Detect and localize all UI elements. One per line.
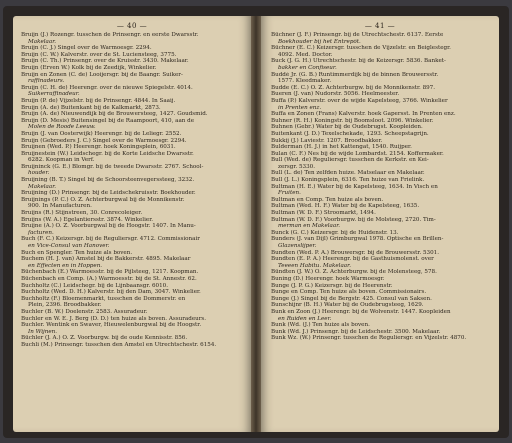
directory-entry-line: 4092. Med. Doctor.	[278, 51, 333, 58]
directory-entries	[21, 32, 246, 349]
directory-entry-line: facturen.	[28, 229, 54, 236]
directory-entry-line: Bunge (J. P. G.) Keizersgr. bij de Heerenstr.	[271, 282, 393, 289]
directory-entry-line: Buchholtz (C.) Leidschegr. bij de Lijnbaansgr. 6010.	[21, 282, 169, 289]
directory-entry-line: Büchenbach en Comp. (A.) Warmoesstr. bij de St. Annestr. 62.	[21, 275, 197, 282]
book-spread	[3, 6, 509, 438]
directory-entry-line: Bruijning (B. T.) Singel bij de Schoorsteenvegerssteeg, 3232.	[21, 177, 195, 184]
directory-entry-line: 900. In Manufacturen.	[28, 203, 92, 210]
directory-entry-line: Bruijn (C. Th.) Prinsengr. over de Kruisstr. 3430. Makelaar.	[21, 58, 189, 65]
directory-entry-line: Bruijne (A.) O. Z. Voorburgwal bij de Hoogstr. 1407. In Manu-	[21, 223, 196, 230]
directory-entry-line: Molen de Roode Leeuw.	[28, 124, 96, 131]
directory-entry-line: bakker en Confiseur.	[278, 64, 337, 71]
directory-entry-line: Büchler (J. A.) O. Z. Voorburgw. bij de oude Kennisstr. 856.	[21, 335, 188, 342]
directory-entry-line: Bundten (E. P. A.) Heerengr. bij de Gasthuismolenst. over	[271, 256, 434, 263]
directory-entry-line: Bunschijnr (B. H.) Water bij de Oudebrugsteeg, 1629.	[271, 302, 424, 309]
directory-entry-line: Bruijns (W. A.) Egelantiersstr. 3874. Winkelier.	[21, 216, 154, 223]
directory-entry-line: Bruijn (Gebroeders J. C.) Singel over de Warmoesgr. 2294.	[21, 137, 187, 144]
directory-entry-line: raffinadeurs.	[28, 78, 65, 85]
directory-entry-line: Bulan (C. F.) Nes bij de wijde Lombardst. 2154. Koffermaker.	[271, 150, 444, 157]
directory-entry-line: Buitenkant (J. D.) Texelschekade, 1293. Scheepstagrijn.	[271, 130, 429, 137]
directory-entry-line: Suikerraffinadeur.	[28, 91, 80, 98]
directory-entry-line: en Vice-Consul van Hanover.	[28, 243, 110, 249]
directory-entry-line: Bull (L. de) Ten zelfden huize. Matselaar en Makelaar.	[271, 170, 425, 177]
directory-entry-line: Bull (Wed. de) Reguliersgr. tusschen de Kerkstr. en Kei-	[271, 157, 429, 164]
directory-entry-line: Bruijninck (G. E.) Blomgr. bij de tweede Dwarsstr. 2767. School-	[21, 163, 204, 170]
directory-entry-line: Bukkij (J.) Laviestr. 1207. Broodbakker.	[271, 137, 383, 144]
directory-entry-line: In Wijnen.	[28, 328, 58, 335]
directory-entry-line: in Prenten enz.	[278, 104, 322, 111]
directory-entry-line: Buck (J. G. H.) Utrechtschestr. bij de Keizersgr. 5836. Banket-	[271, 58, 446, 65]
directory-entry-line: Buffa (P.) Kalverstr. over de wijde Kapelsteeg, 3766. Winkelier	[271, 97, 448, 104]
directory-entry-line: Bruijn (C. J.) Singel over de Warmoesgr. 2294.	[21, 45, 152, 52]
right-page	[261, 16, 499, 432]
directory-entry-line: Bultman (H. E.) Water bij de Kapelsteeg, 1634. In Visch en	[271, 183, 438, 190]
directory-entry-line: en Effecten en in Hoppen.	[28, 262, 103, 269]
directory-entry-line: Bull (J. L.) Koningsplein, 6316. Ten huize van Frielink.	[271, 177, 425, 184]
directory-entry-line: Buchler (B. W.) Doelenstr. 2583. Assuradeur.	[21, 308, 148, 315]
directory-entry-line: Büchenbach (E.) Warmoesstr. bij de Pijlsteeg, 1217. Koopman.	[21, 269, 199, 276]
directory-entry-line: Bunge (J.) Singel bij de Bergstr. 425. Consul van Saksen.	[271, 295, 432, 302]
directory-entry-line: Bultman (W. D. F.) Stroomarkt, 1494.	[271, 210, 376, 217]
directory-entry-line: 1577. Kleedmaker.	[278, 78, 332, 85]
directory-entry-line: Bundten (Wed. P. A.) Brouwersgr. bij de Brouwersstr. 5301.	[271, 249, 440, 256]
directory-entry-line: Bunders (J. van Dijl) Grimburgwal 1978. Optische en Brillen-	[271, 236, 444, 243]
directory-entry-line: Fruiten.	[278, 190, 301, 197]
directory-entry-line: Bruijnen (Wed. P.) Heerengr. hoek Koningsplein, 6031.	[21, 144, 176, 151]
directory-entry-line: Bruijning (D.) Prinsengr. bij de Leidschekruisstr. Boekhouder.	[21, 190, 196, 197]
directory-entry-line: Buning (D.) Heerengr. hoek Warmoesgr.	[271, 275, 385, 282]
directory-entry-line: Glazenslijper.	[278, 243, 317, 249]
directory-entry-line: houder.	[28, 170, 50, 177]
directory-entry-line: Bunk (Wd. J.) Prinsengr. bij de Leidschestr. 3500. Makelaar.	[271, 328, 441, 335]
directory-entry-line: Buchholtz (F.) Bloemenmarkt, tusschen de Dommerstr. en	[21, 295, 186, 302]
directory-entry-line: merman en Makelaar.	[278, 223, 341, 230]
directory-entry-line: Buch en Spengler. Ten huize als boven.	[21, 249, 133, 256]
directory-entry-line: Bruijns (R.) Stijnstreen, 30. Conrecoleiger.	[21, 210, 143, 217]
directory-entry-line: Boekhouder bij het Entrepôt.	[278, 38, 361, 45]
directory-entry-line: Bruijn (C. H. de) Heerengr. over de nieuwe Spiegelstr. 4014.	[21, 84, 193, 91]
directory-entry-line: zersgr. 5330.	[278, 163, 316, 170]
directory-entry-line: Makelaar.	[28, 183, 57, 190]
directory-entry-line: en Ruiden en Leer.	[278, 315, 332, 322]
directory-entry-line: Buchler. Wentink en Swaver, Hieuwelenburgwal bij de Hoogstr.	[21, 322, 202, 329]
page-number: — 40 —	[116, 22, 148, 30]
directory-entry-line: Bruijn (P. de) Vijzelstr. bij de Prinsengr. 4844. In Saaij.	[21, 97, 176, 104]
directory-entry-line: Buhnen (Gebr.) Water bij de Oudebrugst. Koopleiden.	[271, 124, 423, 131]
directory-entry-line: Buchholtz (Wed. D. H.) Kalverstr. bij den Dam, 3047. Winkelier.	[21, 289, 201, 296]
directory-entry-line: Bunk Wz. (W.) Prinsengr. tusschen de Reguliersgr. en Vijzelstr. 4870.	[271, 335, 467, 342]
directory-entry-line: Budde (E. C.) O. Z. Achterburgw. bij de Monnikenstr. 897.	[271, 84, 436, 91]
directory-entry-line: Bruijnestein (W.) Leidschegr. bij de Korte Leidsche Dwarsstr.	[21, 150, 194, 157]
directory-entry-line: Makelaar.	[28, 38, 57, 45]
directory-entry-line: Bruijn (A. de) Nieuwendijk bij de Brouwersteeg, 1427. Goudsmid.	[21, 111, 208, 118]
directory-entry-line: Bulderman (H. J.) in het Kattengat, 1540. Ruijper.	[271, 144, 412, 151]
directory-entry-line: Bruijnings (P. C.) O. Z. Achterburgwal bij de Monnikenstr.	[21, 196, 185, 203]
directory-entry-line: Bunge en Comp. Ten huize als boven. Commissionairs.	[271, 289, 427, 296]
directory-entry-line: Teeeen Habitu. Makelaar.	[278, 262, 351, 269]
directory-entry-line: Buchler en W. E. J. Berg (D. D.) ten huize als boven. Assuradeurs.	[21, 315, 207, 322]
directory-entries	[271, 32, 495, 342]
directory-entry-line: Buchem (H. J. van) Amstel bij de Bakkerstr. 4895. Makelaar	[21, 256, 191, 263]
directory-entry-line: Buddé Jr. (G. B.) Runtimmerdijk bij de binnen Brouwersstr.	[271, 71, 439, 78]
directory-entry-line: Bruijn (D. Mesis) Buitensingel bij de Raampoort, 410, aan de	[21, 117, 195, 124]
directory-entry-line: Bruijn (C. W.) Kalverstr. over de St. Luciensteeg, 3775.	[21, 51, 177, 58]
directory-entry-line: Bruijn en Zonen (C. de) Looijersgr. bij de Baangr. Suiker-	[21, 71, 183, 78]
directory-entry-line: Buchli (M.) Prinsengr. tusschen den Amstel en Utrechtschestr. 6154.	[21, 341, 217, 348]
directory-entry-line: 6282. Koopman in Verf.	[28, 157, 95, 164]
directory-entry-line: Bultman (W. D. F.) Voorburgw. bij de Molsteeg, 2720. Tim-	[271, 216, 436, 223]
directory-entry-line: Büchner (J. F.) Prinsengr. bij de Utrechtschestr. 6137. Eerste	[271, 32, 444, 38]
directory-entry-line: Bunck (G. C.) Keizersgr. bij de Huidenstr. 13.	[271, 229, 399, 236]
directory-entry-line: Büchner (E. C.) Keizersgr. tusschen de Vijzelstr. en Beiglestegr.	[271, 45, 451, 52]
directory-entry-line: Bunk (Wd. (J.) Ten huize als boven.	[271, 322, 370, 329]
book-gutter	[251, 16, 261, 432]
directory-entry-line: Buffa en Zonen (Frans) Kalverstr. hoek Gapersst. In Prenten enz.	[271, 111, 456, 118]
directory-entry-line: Bruijn (Erven W.) Kolk bij de Zeedijk, Winkelier.	[21, 64, 157, 71]
directory-entry-line: Bunk en Zoon (J.) Heerengr. bij de Wolvenstr. 1447. Koopleiden	[271, 308, 451, 315]
directory-entry-line: Buch (F. C.) Keizersgr. bij de Reguliersgr. 4712. Commissionair	[21, 236, 200, 243]
left-page	[13, 16, 251, 432]
directory-entry-line: Bruijn (J. van Oosterwijk) Heerengr. bij de Leliegr. 2552.	[21, 130, 182, 137]
directory-entry-line: Bruijn (A. de) Buitenkant bij de Kalkmarkt, 2873.	[21, 104, 161, 111]
directory-entry-line: Bueren (J. van) Nudorstr. 5056. Heelmeester.	[271, 91, 400, 98]
directory-entry-line: Bultman (Wed. H. F.) Water bij de Kapelsteeg, 1635.	[271, 203, 420, 210]
directory-entry-line: Buhner (R. H.) Koningstr. bij Boomsloot. 2096. Winkelier.	[271, 117, 434, 124]
directory-entry-line: Bultman en Comp. Ten huize als boven.	[271, 196, 384, 203]
directory-entry-line: Bruijn (J.) Rozengr. tusschen de Prinsengr. en eerste Dwarsstr.	[21, 32, 199, 38]
directory-entry-line: Bündten (J. W.) O. Z. Achterburgw. bij de Molensteeg, 578.	[271, 269, 437, 276]
page-number: — 41 —	[364, 22, 396, 30]
directory-entry-line: Plein, 2396. Broodbakker.	[28, 302, 102, 309]
